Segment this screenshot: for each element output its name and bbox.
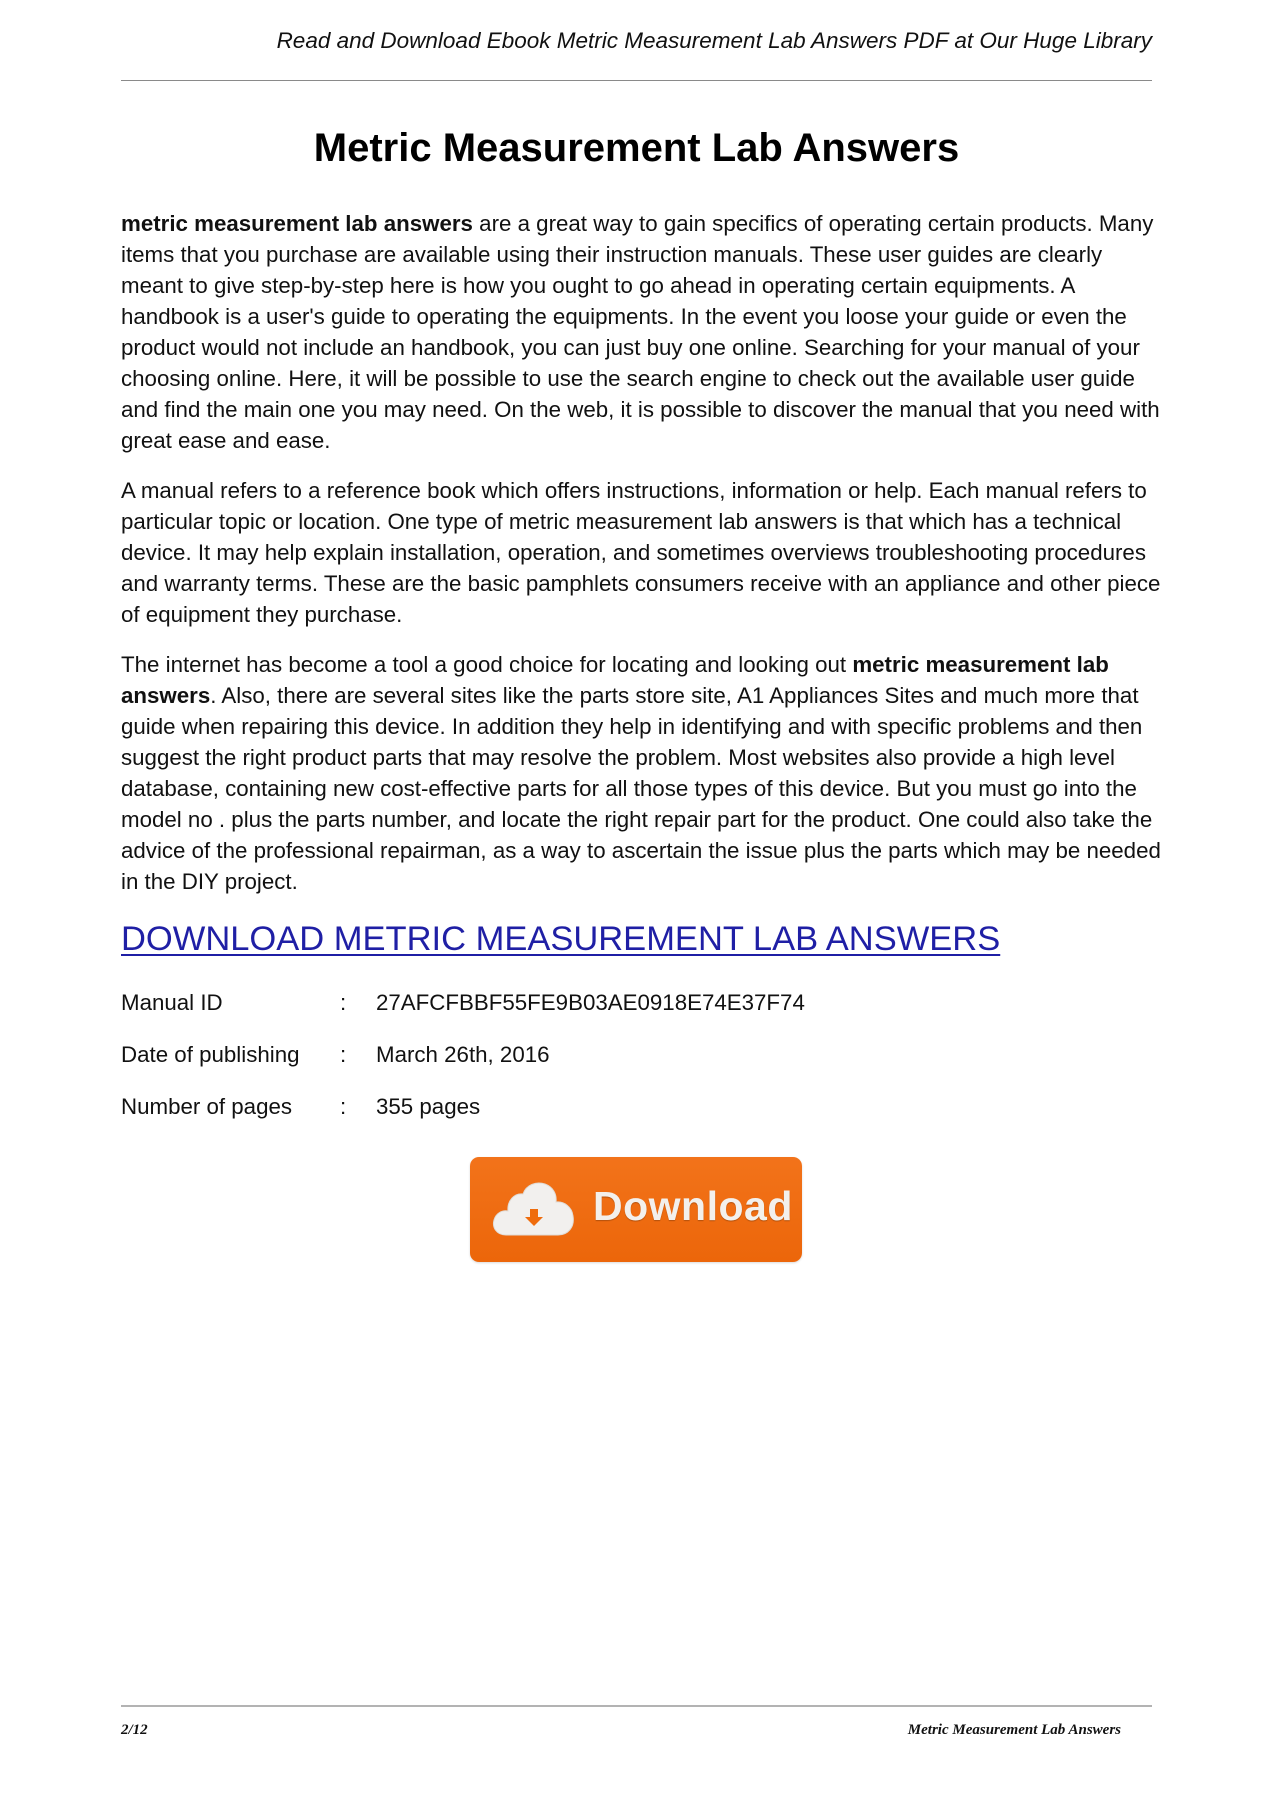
paragraph-3: The internet has become a tool a good choice for locating and looking out metric measurement lab answers. Also, there are several sites like the parts store site, A1 Appliances Sites and much more that guide when repairing this device. In addition they help in identifying and with specific problems and then suggest the right product parts that may resolve the problem. Most websites also provide a high level database, containing new cost-effective parts for all those types of this device. But you must go into the model no . plus the parts number, and locate the right repair part for the product. One could also take the advice of the professional repairman, as a way to ascertain the issue plus the parts which may be needed in the DIY project. <box>121 652 1161 894</box>
meta-row-date <box>121 1042 805 1094</box>
meta-separator: : <box>340 1042 347 1067</box>
footer-title: Metric Measurement Lab Answers <box>907 1722 1121 1738</box>
bold-keyword: metric measurement lab answers <box>121 211 473 236</box>
running-header: Read and Download Ebook Metric Measurement Lab Answers PDF at Our Huge Library <box>276 28 1152 53</box>
header-divider <box>121 80 1152 81</box>
manual-metadata <box>121 990 805 1146</box>
footer-divider <box>121 1705 1152 1707</box>
meta-row-pages <box>121 1094 805 1146</box>
paragraph-1: metric measurement lab answers are a great way to gain specifics of operating certain products. Many items that you purchase are available using their instruction manuals. These user guides are clearly meant to give step-by-step here is how you ought to go ahead in operating certain equipments. A handbook is a user's guide to operating the equipments. In the event you loose your guide or even the product would not include an handbook, you can just buy one online. Searching for your manual of your choosing online. Here, it will be possible to use the search engine to check out the available user guide and find the main one you may need. On the web, it is possible to discover the manual that you need with great ease and ease. <box>121 211 1160 453</box>
meta-label: Manual ID <box>121 990 223 1015</box>
download-button[interactable] <box>470 1157 802 1262</box>
body-text <box>121 208 1161 916</box>
cloud-download-icon <box>492 1179 576 1237</box>
download-button-label: Download <box>593 1183 793 1229</box>
download-link[interactable]: DOWNLOAD METRIC MEASUREMENT LAB ANSWERS <box>121 920 1001 958</box>
meta-separator: : <box>340 1094 347 1119</box>
meta-row-manual-id <box>121 990 805 1042</box>
meta-value: March 26th, 2016 <box>376 1042 550 1067</box>
meta-value: 27AFCFBBF55FE9B03AE0918E74E37F74 <box>376 990 805 1015</box>
paragraph-2: A manual refers to a reference book which offers instructions, information or help. Each manual refers to particular topic or location. One type of metric measurement lab answers is that which has a technical device. It may help explain installation, operation, and sometimes overviews troubleshooting procedures and warranty terms. These are the basic pamphlets consumers receive with an appliance and other piece of equipment they purchase. <box>121 478 1161 627</box>
meta-label: Number of pages <box>121 1094 293 1119</box>
meta-value: 355 pages <box>376 1094 481 1119</box>
meta-separator: : <box>340 990 347 1015</box>
bold-keyword: metric measurement lab answers <box>121 652 1109 708</box>
page-number: 2/12 <box>121 1722 148 1738</box>
meta-label: Date of publishing <box>121 1042 300 1067</box>
page-title: Metric Measurement Lab Answers <box>313 126 960 170</box>
